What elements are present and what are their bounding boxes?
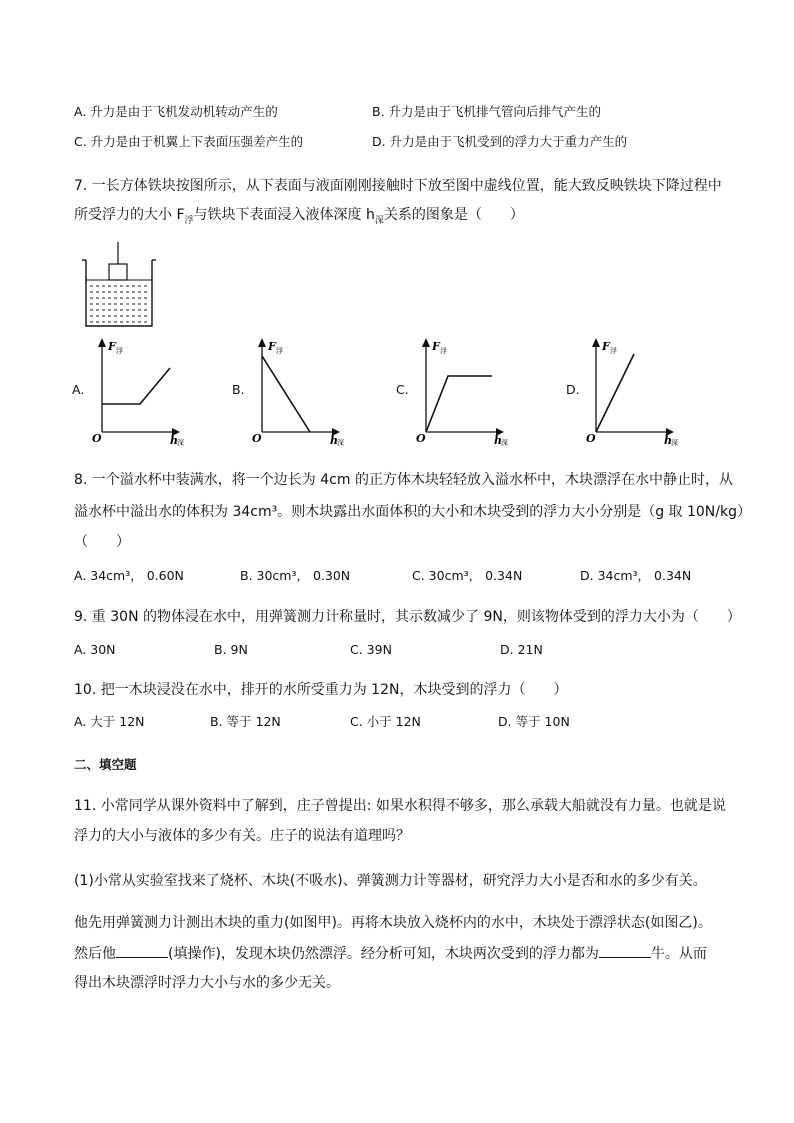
q11-line6: 得出木块漂浮时浮力大小与水的多少无关。 (74, 975, 340, 991)
q11-line1: 11. 小常同学从课外资料中了解到，庄子曾提出: 如果水积得不够多，那么承载大船就没有力量。也就是说 (74, 798, 726, 814)
x-axis-label: h (664, 434, 672, 446)
q9-option-d: D. 21N (500, 642, 543, 657)
y-axis-label: F (602, 340, 610, 353)
y-axis-arrow (592, 338, 600, 347)
origin-label: O (92, 432, 102, 445)
y-axis-sub: 浮 (116, 347, 123, 355)
y-axis-label: F (108, 340, 116, 353)
y-axis-arrow (422, 338, 430, 347)
q7-stem-line2: 所受浮力的大小 $F_浮$与铁块下表面浸入液体深度 $h_深$关系的图象是（ ） (74, 207, 524, 226)
q6-option-b: B. 升力是由于飞机排气管向后排气产生的 (372, 104, 602, 119)
q6-option-c: C. 升力是由于机翼上下表面压强差产生的 (74, 134, 304, 149)
q10-option-d: D. 等于 10N (498, 714, 570, 729)
y-axis-arrow (258, 338, 266, 347)
q9-option-a: A. 30N (74, 642, 116, 657)
x-axis-label: h (494, 434, 502, 446)
force-depth-line (596, 354, 634, 432)
x-axis-sub: 深 (177, 439, 184, 446)
x-axis-sub: 深 (671, 439, 678, 446)
q10-option-a: A. 大于 12N (74, 714, 145, 729)
y-axis-label: F (432, 340, 440, 353)
x-axis-label: h (170, 434, 178, 446)
q8-stem-line2: 溢水杯中溢出水的体积为 34cm³。则木块露出水面体积的大小和木块受到的浮力大小分别是（g 取 10N/kg） (74, 504, 751, 520)
q11-line4: 他先用弹簧测力计测出木块的重力(如图甲)。再将木块放入烧杯内的水中，木块处于漂浮状态(如图乙)。 (74, 915, 712, 931)
graph-c (396, 334, 511, 446)
q11-line3: (1)小常从实验室找来了烧杯、木块(不吸水)、弹簧测力计等器材，研究浮力大小是否和水的多少有关。 (74, 873, 707, 889)
q9-option-b: B. 9N (214, 642, 248, 657)
q8-stem-line1: 8. 一个溢水杯中装满水，将一个边长为 4cm 的正方体木块轻轻放入溢水杯中，木块漂浮在水中静止时，从 (74, 472, 733, 488)
y-axis-label: F (268, 340, 276, 353)
q11-line5: 然后他 (填操作)，发现木块仍然漂浮。经分析可知，木块两次受到的浮力都为 牛。从而 (74, 943, 707, 964)
force-depth-line (102, 368, 170, 404)
beaker-diagram (78, 242, 158, 330)
force-depth-line (426, 376, 492, 432)
section-title-fill-in: 二、填空题 (74, 757, 137, 772)
q8-option-d: D. 34cm³， 0.34N (580, 568, 692, 583)
q9-stem: 9. 重 30N 的物体浸在水中，用弹簧测力计称量时，其示数减少了 9N，则该物体受到的浮力大小为（ ） (74, 609, 741, 625)
q10-option-c: C. 小于 12N (350, 714, 421, 729)
q8-option-a: A. 34cm³， 0.60N (74, 568, 184, 583)
y-axis-sub: 浮 (610, 347, 617, 355)
x-axis-label: h (330, 434, 338, 446)
graph-option-b: B. (232, 382, 245, 397)
q7-stem-line1: 7. 一长方体铁块按图所示，从下表面与液面刚刚接触时下放至图中虚线位置，能大致反映铁块下降过程中 (74, 178, 722, 194)
graph-option-c: C. (396, 382, 409, 397)
origin-label: O (416, 432, 426, 445)
q8-option-b: B. 30cm³， 0.30N (240, 568, 351, 583)
q8-stem-line3: （ ） (74, 534, 130, 550)
graph-d (566, 334, 681, 446)
y-axis-arrow (98, 338, 106, 347)
q8-option-c: C. 30cm³， 0.34N (412, 568, 523, 583)
q11-line2: 浮力的大小与液体的多少有关。庄子的说法有道理吗？ (74, 828, 410, 844)
x-axis-sub: 深 (337, 439, 344, 446)
graph-b (232, 334, 347, 446)
q9-option-c: C. 39N (350, 642, 392, 657)
origin-label: O (252, 432, 262, 445)
x-axis-sub: 深 (501, 439, 508, 446)
y-axis-sub: 浮 (276, 347, 283, 355)
graph-option-d: D. (566, 382, 580, 397)
origin-label: O (586, 432, 596, 445)
graph-a (72, 334, 187, 446)
blank-buoyancy-value[interactable] (599, 943, 651, 958)
q6-option-d: D. 升力是由于飞机受到的浮力大于重力产生的 (372, 134, 628, 149)
q10-option-b: B. 等于 12N (210, 714, 281, 729)
graph-option-a: A. (72, 382, 85, 397)
force-depth-line (262, 356, 310, 432)
y-axis-sub: 浮 (440, 347, 447, 355)
q10-stem: 10. 把一木块浸没在水中，排开的水所受重力为 12N，木块受到的浮力（ ） (74, 682, 568, 698)
q6-option-a: A. 升力是由于飞机发动机转动产生的 (74, 104, 278, 119)
blank-operation[interactable] (116, 943, 168, 958)
